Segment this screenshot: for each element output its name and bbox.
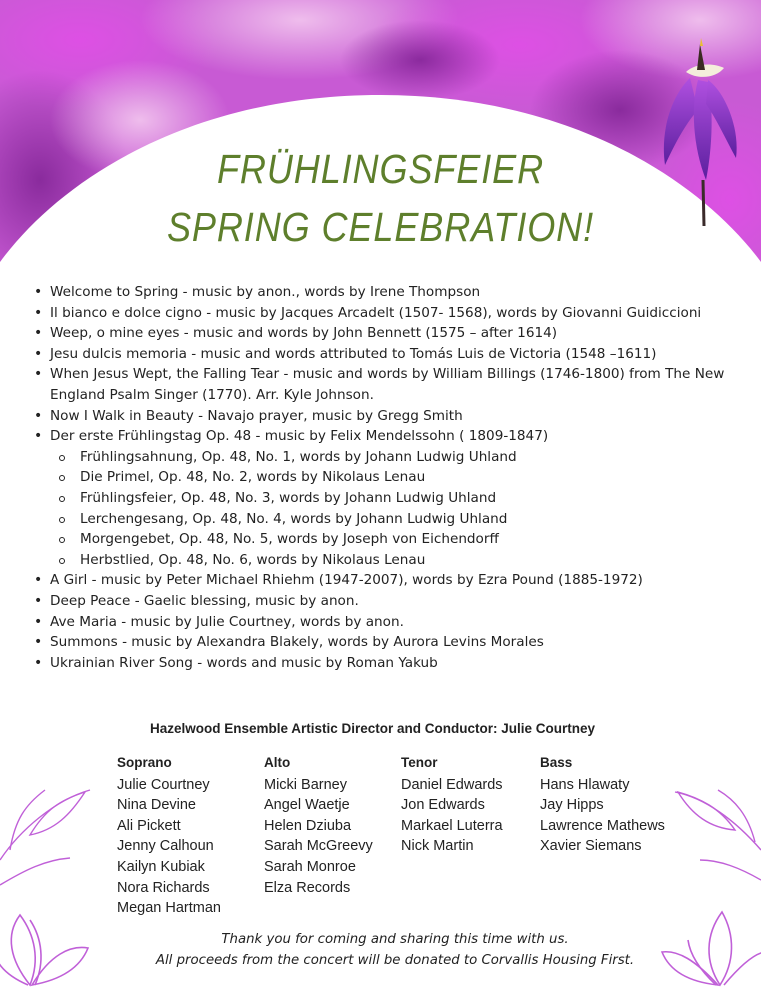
program-item: • Jesu dulcis memoria - music and words attributed to Tomás Luis de Victoria (1548 –1611) <box>50 344 740 365</box>
program-subitem: Die Primel, Op. 48, No. 2, words by Nikolaus Lenau <box>50 467 740 488</box>
singer-name: Sarah Monroe <box>264 858 356 875</box>
program-item: • A Girl - music by Peter Michael Rhiehm (1947-2007), words by Ezra Pound (1885-1972) <box>50 570 740 591</box>
singer-name: Jay Hipps <box>540 797 604 814</box>
thank-you-line: Thank you for coming and sharing this time with us. <box>221 932 569 947</box>
singer-name: Ali Pickett <box>117 817 181 834</box>
program-item: • Ave Maria - music by Julie Courtney, words by anon. <box>50 612 740 633</box>
singer-name: Elza Records <box>264 879 351 896</box>
title-line-german: FRÜHLINGSFEIER <box>216 146 545 192</box>
singer-name: Hans Hlawaty <box>540 776 630 793</box>
program-item: • Der erste Frühlingstag Op. 48 - music by Felix Mendelssohn ( 1809-1847) <box>50 426 740 447</box>
title-line-english: SPRING CELEBRATION! <box>166 204 595 250</box>
singer-name: Sarah McGreevy <box>264 838 373 855</box>
proceeds-line: All proceeds from the concert will be donated to Corvallis Housing First. <box>155 953 635 968</box>
singer-name: Xavier Siemans <box>540 838 642 855</box>
tenor-heading: Tenor <box>401 755 438 770</box>
singer-name: Lawrence Mathews <box>540 817 665 834</box>
singer-name: Helen Dziuba <box>264 817 352 834</box>
program-subitem: Frühlingsahnung, Op. 48, No. 1, words by Johann Ludwig Uhland <box>50 447 740 468</box>
thank-you-note <box>0 929 761 971</box>
alto-heading: Alto <box>264 755 291 770</box>
singer-name: Nora Richards <box>117 879 210 896</box>
program-item: • Now I Walk in Beauty - Navajo prayer, music by Gregg Smith <box>50 406 740 427</box>
program-subitem: Lerchengesang, Op. 48, No. 4, words by Johann Ludwig Uhland <box>50 509 740 530</box>
program-list <box>50 282 740 673</box>
singer-name: Daniel Edwards <box>401 776 503 793</box>
singer-name: Julie Courtney <box>117 776 210 793</box>
soprano-heading: Soprano <box>117 755 172 770</box>
singer-name: Jenny Calhoun <box>117 838 214 855</box>
singer-name: Kailyn Kubiak <box>117 858 205 875</box>
alto-section <box>264 753 373 898</box>
director-credit: Hazelwood Ensemble Artistic Director and Conductor: Julie Courtney <box>149 721 596 736</box>
program-item: • Il bianco e dolce cigno - music by Jacques Arcadelt (1507- 1568), words by Giovanni Guidiccioni <box>50 303 740 324</box>
program-item: • Welcome to Spring - music by anon., words by Irene Thompson <box>50 282 740 303</box>
program-item: • Weep, o mine eyes - music and words by John Bennett (1575 – after 1614) <box>50 323 740 344</box>
singer-name: Megan Hartman <box>117 900 221 917</box>
program-subitem: Morgengebet, Op. 48, No. 5, words by Joseph von Eichendorff <box>50 529 740 550</box>
program-subitem: Frühlingsfeier, Op. 48, No. 3, words by Johann Ludwig Uhland <box>50 488 740 509</box>
program-item: • Summons - music by Alexandra Blakely, words by Aurora Levins Morales <box>50 632 740 653</box>
singer-name: Jon Edwards <box>401 797 485 814</box>
singer-name: Micki Barney <box>264 776 347 793</box>
program-item: • When Jesus Wept, the Falling Tear - music and words by William Billings (1746-1800) from The New England Psalm Singer (1770). Arr. Kyle Johnson. <box>50 364 740 405</box>
singer-name: Markael Luterra <box>401 817 503 834</box>
bass-heading: Bass <box>540 755 573 770</box>
singer-name: Nina Devine <box>117 797 196 814</box>
program-item: • Deep Peace - Gaelic blessing, music by anon. <box>50 591 740 612</box>
program-subitem: Herbstlied, Op. 48, No. 6, words by Nikolaus Lenau <box>50 550 740 571</box>
program-item: • Ukrainian River Song - words and music by Roman Yakub <box>50 653 740 674</box>
bass-section <box>540 753 665 857</box>
soprano-section <box>117 753 221 919</box>
singer-name: Nick Martin <box>401 838 474 855</box>
singer-name: Angel Waetje <box>264 797 350 814</box>
tenor-section <box>401 753 503 857</box>
